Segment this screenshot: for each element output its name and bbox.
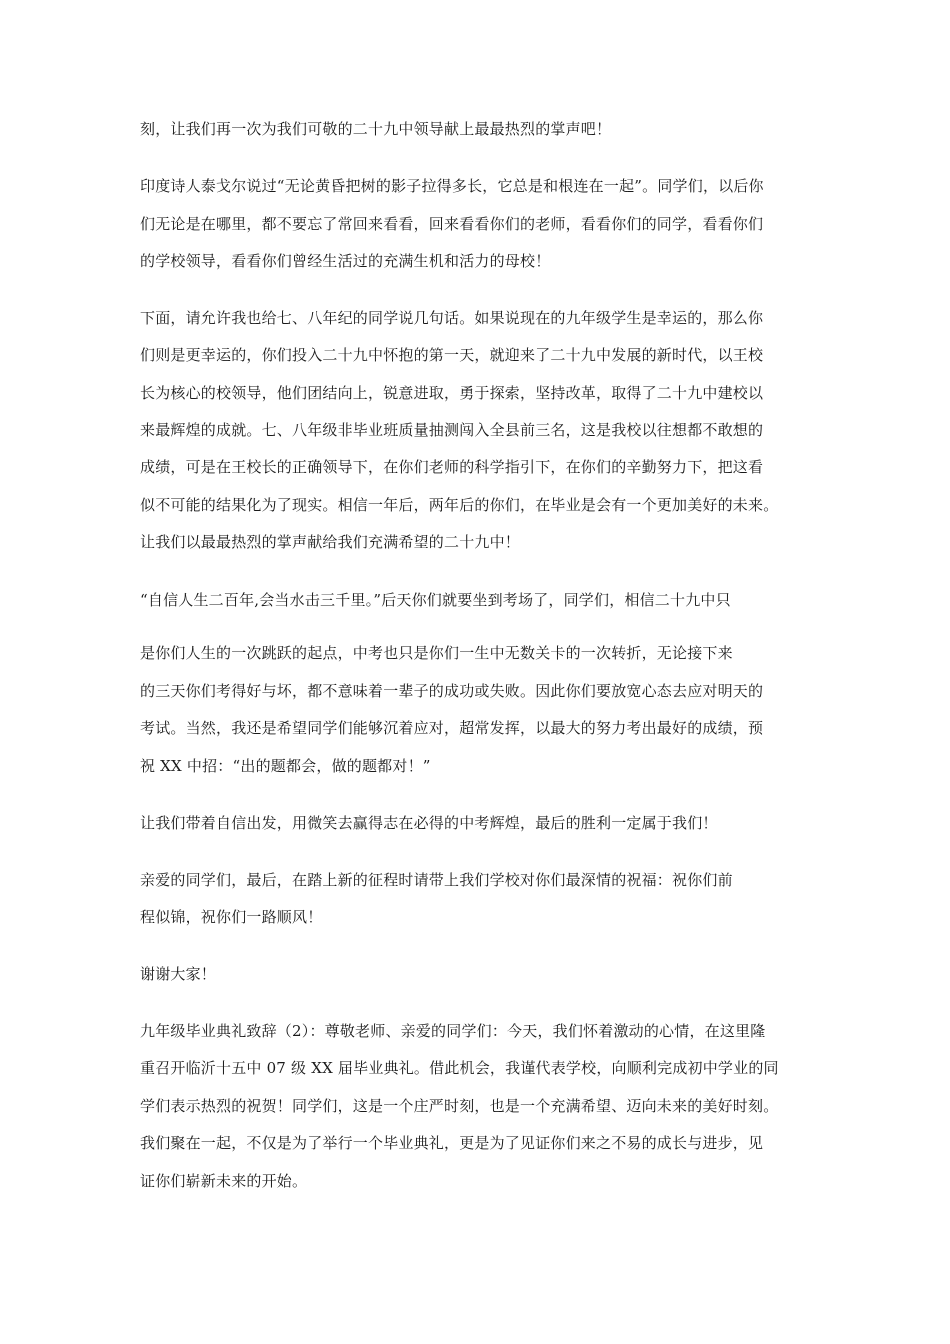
text-line: 下面，请允许我也给七、八年纪的同学说几句话。如果说现在的九年级学生是幸运的，那么你 [140, 309, 764, 327]
text-line: 亲爱的同学们，最后，在踏上新的征程时请带上我们学校对你们最深情的祝福：祝你们前 [140, 871, 733, 889]
text-line: 程似锦，祝你们一路顺风！ [140, 908, 323, 926]
text-line: 们无论是在哪里，都不要忘了常回来看看，回来看看你们的老师，看看你们的同学，看看你们 [140, 215, 764, 233]
text-line: 长为核心的校领导，他们团结向上，锐意进取，勇于探索，坚持改革，取得了二十九中建校以 [140, 384, 764, 402]
text-line: 考试。当然，我还是希望同学们能够沉着应对，超常发挥，以最大的努力考出最好的成绩，预 [140, 719, 764, 737]
text-line: 让我们以最最热烈的掌声献给我们充满希望的二十九中！ [140, 533, 521, 551]
text-line: 刻，让我们再一次为我们可敬的二十九中领导献上最最热烈的掌声吧！ [140, 120, 612, 138]
text-line: 我们聚在一起，不仅是为了举行一个毕业典礼，更是为了见证你们来之不易的成长与进步，见 [140, 1134, 764, 1152]
text-line: 成绩，可是在王校长的正确领导下，在你们老师的科学指引下，在你们的辛勤努力下，把这看 [140, 458, 764, 476]
text-line: 来最辉煌的成就。七、八年级非毕业班质量抽测闯入全县前三名，这是我校以往想都不敢想的 [140, 421, 764, 439]
text-line: 重召开临沂十五中 07 级 XX 届毕业典礼。借此机会，我谨代表学校，向顺利完成初中学业的同 [140, 1059, 779, 1077]
text-line: 祝 XX 中招：“出的题都会，做的题都对！” [140, 757, 431, 775]
text-line: 的三天你们考得好与坏，都不意味着一辈子的成功或失败。因此你们要放宽心态去应对明天的 [140, 682, 764, 700]
text-line: 谢谢大家！ [140, 965, 217, 983]
text-line: 九年级毕业典礼致辞（2）：尊敬老师、亲爱的同学们：今天，我们怀着激动的心情，在这里隆 [140, 1022, 766, 1040]
text-line: 们则是更幸运的，你们投入二十九中怀抱的第一天，就迎来了二十九中发展的新时代，以王校 [140, 346, 764, 364]
text-line: 学们表示热烈的祝贺！同学们，这是一个庄严时刻，也是一个充满希望、迈向未来的美好时刻。 [140, 1097, 779, 1115]
text-line: 似不可能的结果化为了现实。相信一年后，两年后的你们，在毕业是会有一个更加美好的未来。 [140, 496, 779, 514]
text-line: “自信人生二百年,会当水击三千里。”后天你们就要坐到考场了，同学们，相信二十九中只 [140, 591, 731, 609]
text-line: 让我们带着自信出发，用微笑去赢得志在必得的中考辉煌，最后的胜利一定属于我们！ [140, 814, 718, 832]
text-line: 的学校领导，看看你们曾经生活过的充满生机和活力的母校！ [140, 252, 551, 270]
text-line: 证你们崭新未来的开始。 [140, 1172, 308, 1190]
text-line: 印度诗人泰戈尔说过“无论黄昏把树的影子拉得多长，它总是和根连在一起”。同学们，以后你 [140, 177, 764, 195]
text-line: 是你们人生的一次跳跃的起点，中考也只是你们一生中无数关卡的一次转折，无论接下来 [140, 644, 733, 662]
